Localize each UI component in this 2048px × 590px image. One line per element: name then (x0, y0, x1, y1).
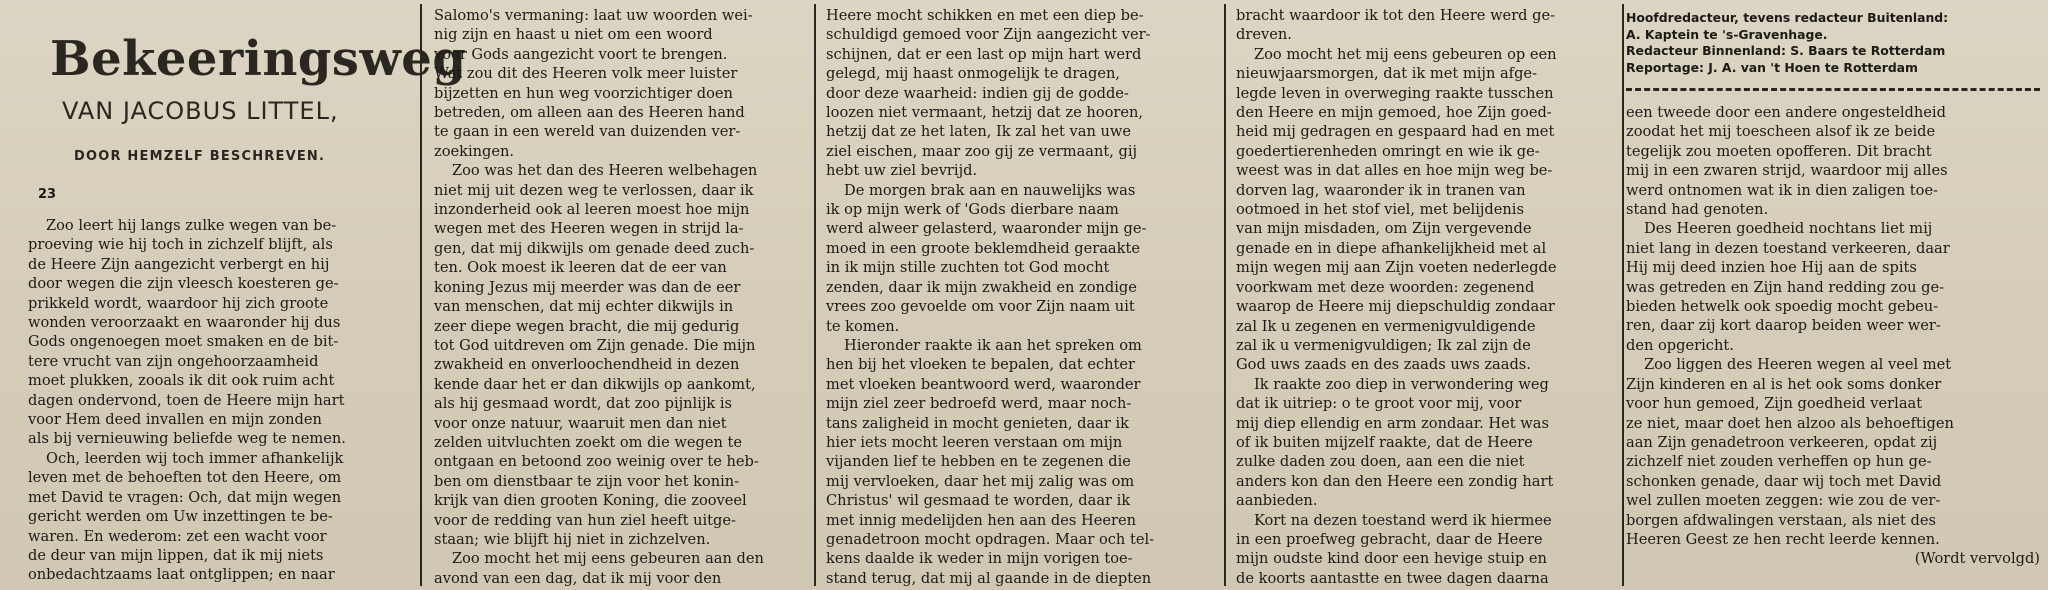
column-divider (1622, 4, 1624, 586)
text-line: schuldigd gemoed voor Zijn aangezicht ver- (826, 26, 1151, 44)
text-line: Zoo leert hij langs zulke wegen van be- (46, 217, 337, 234)
text-line: kende daar het er dan dikwijls op aankomt, (434, 375, 756, 393)
text-line: ootmoed in het stof viel, met belijdenis (1236, 201, 1524, 219)
text-line: Kort na dezen toestand werd ik hiermee (1254, 511, 1552, 529)
text-line: zoodat het mij toescheen alsof ik ze beide (1626, 123, 1936, 141)
text-line: leven met de behoeften tot den Heere, om (28, 469, 342, 487)
text-line: mijn oudste kind door een hevige stuip en (1236, 550, 1547, 568)
text-line: door deze waarheid: indien gij de godde- (826, 84, 1129, 102)
text-line: zelden uitvluchten zoekt om die wegen te (434, 433, 743, 451)
text-line: inzonderheid ook al leeren moest hoe mijn (434, 201, 750, 219)
text-line: ik op mijn werk of 'Gods dierbare naam (826, 201, 1119, 219)
text-line: krijk van dien grooten Koning, die zooveel (434, 492, 747, 510)
text-line: hier iets mocht leeren verstaan om mijn (826, 433, 1123, 451)
text-line: Ik raakte zoo diep in verwondering weg (1254, 375, 1549, 393)
column-text (434, 6, 806, 588)
text-line: in een proefweg gebracht, daar de Heere (1236, 530, 1543, 548)
text-line: niet mij uit dezen weg te verlossen, daar ik (434, 181, 754, 199)
text-line: gericht werden om Uw inzettingen te be- (28, 508, 333, 526)
text-line: anders kon dan den Heere een zondig hart (1236, 472, 1554, 490)
text-line: God uws zaads en des zaads uws zaads. (1236, 356, 1531, 374)
text-line: dat ik uitriep: o te groot voor mij, voor (1236, 395, 1522, 413)
text-line: als bij vernieuwing beliefde weg te nemen. (28, 430, 346, 448)
text-line: hebt uw ziel bevrijd. (826, 162, 978, 180)
text-line: wel zullen moeten zeggen: wie zou de ver- (1626, 492, 1941, 510)
text-line: proeving wie hij toch in zichzelf blijft, als (28, 236, 333, 254)
text-line: was getreden en Zijn hand redding zou ge- (1626, 278, 1945, 296)
text-line: genadetroon mocht opdragen. Maar och tel- (826, 530, 1155, 548)
text-line: te komen. (826, 317, 900, 335)
text-line: genade en in diepe afhankelijkheid met al (1236, 239, 1547, 257)
masthead-line: Reportage: J. A. van 't Hoen te Rotterdam (1626, 59, 1918, 75)
text-line: niet lang in dezen toestand verkeeren, daar (1626, 239, 1950, 257)
text-line: waarop de Heere mij diepschuldig zondaar (1236, 298, 1555, 316)
text-line: Zoo mocht het mij eens gebeuren aan den (452, 550, 764, 568)
text-line: als hij gesmaad wordt, dat zoo pijnlijk is (434, 395, 733, 413)
text-line: de koorts aantastte en twee dagen daarna (1236, 569, 1549, 587)
text-line: of ik buiten mijzelf raakte, dat de Heere (1236, 433, 1533, 451)
text-line: prikkeld wordt, waardoor hij zich groote (28, 294, 329, 312)
article-subtitle: VAN JACOBUS LITTEL, (62, 97, 339, 125)
text-line: schonken genade, daar wij toch met David (1626, 472, 1942, 490)
text-line: voor Gods aangezicht voort te brengen. (434, 45, 728, 63)
article-byline: DOOR HEMZELF BESCHREVEN. (74, 149, 326, 164)
text-line: zulke daden zou doen, aan een die niet (1236, 453, 1525, 471)
text-line: Zoo mocht het mij eens gebeuren op een (1254, 45, 1557, 63)
column-text (1236, 6, 1618, 588)
text-line: Heeren Geest ze hen recht leerde kennen. (1626, 530, 1940, 548)
text-line: Zoo liggen des Heeren wegen al veel met (1644, 356, 1952, 374)
text-line: met David te vragen: Och, dat mijn wegen (28, 488, 342, 506)
text-line: ten. Ook moest ik leeren dat de eer van (434, 259, 727, 277)
text-line: stand had genoten. (1626, 201, 1769, 219)
column-text (28, 216, 414, 585)
text-line: werd ontnomen wat ik in dien zaligen toe- (1626, 181, 1939, 199)
text-line: moet plukken, zooals ik dit ook ruim acht (28, 372, 335, 390)
text-line: van menschen, dat mij echter dikwijls in (434, 298, 734, 316)
text-line: tot God uitdreven om Zijn genade. Die mijn (434, 336, 756, 354)
text-line: zichzelf niet zouden verheffen op hun ge- (1626, 453, 1932, 471)
text-line: hetzij dat ze het laten, Ik zal het van uwe (826, 123, 1132, 141)
text-line: mijn wegen mij aan Zijn voeten nederlegde (1236, 259, 1557, 277)
text-line: nig zijn en haast u niet om een woord (434, 26, 713, 44)
article-column-4 (1236, 6, 1618, 586)
text-line: vrees zoo gevoelde om voor Zijn naam uit (826, 298, 1135, 316)
text-line: werd alweer gelasterd, waaronder mijn ge- (826, 220, 1147, 238)
editorial-masthead (1626, 10, 2040, 76)
text-line: Hij mij deed inzien hoe Hij aan de spits (1626, 259, 1917, 277)
text-line: mij in een zwaren strijd, waardoor mij alles (1626, 162, 1948, 180)
text-line: mij diep ellendig en arm zondaar. Het was (1236, 414, 1549, 432)
text-line: in ik mijn stille zuchten tot God mocht (826, 259, 1110, 277)
text-line: zwakheid en onverloochendheid in dezen (434, 356, 740, 374)
masthead-line: Hoofdredacteur, tevens redacteur Buitenland: (1626, 10, 1949, 25)
text-line: met vloeken beantwoord werd, waaronder (826, 375, 1141, 393)
column-text (826, 6, 1216, 588)
text-line: heid mij gedragen en gespaard had en met (1236, 123, 1555, 141)
text-line: ben om dienstbaar te zijn voor het konin- (434, 472, 740, 490)
text-line: aanbieden. (1236, 492, 1318, 510)
text-line: wonden veroorzaakt en waaronder hij dus (28, 314, 341, 332)
dashed-separator (1626, 88, 2040, 91)
text-line: ziel eischen, maar zoo gij ze vermaant, gij (826, 142, 1138, 160)
text-line: de deur van mijn lippen, dat ik mij niets (28, 546, 324, 564)
article-column-1 (28, 6, 467, 586)
text-line: voor de redding van hun ziel heeft uitge- (434, 511, 736, 529)
text-line: ren, daar zij kort daarop beiden weer wer- (1626, 317, 1941, 335)
text-line: weest was in dat alles en hoe mijn weg be- (1236, 162, 1553, 180)
text-line: zeer diepe wegen bracht, die mij gedurig (434, 317, 740, 335)
text-line: wegen met des Heeren wegen in strijd la- (434, 220, 744, 238)
text-line: avond van een dag, dat ik mij voor den (434, 569, 722, 587)
column-divider (420, 4, 422, 586)
text-line: dreven. (1236, 26, 1292, 44)
text-line: bijzetten en hun weg voorzichtiger doen (434, 84, 733, 102)
text-line: koning Jezus mij meerder was dan de eer (434, 278, 741, 296)
article-column-5 (1626, 6, 2040, 586)
text-line: Christus' wil gesmaad te worden, daar ik (826, 492, 1131, 510)
text-line: De morgen brak aan en nauwelijks was (844, 181, 1136, 199)
text-line: gelegd, mij haast onmogelijk te dragen, (826, 65, 1121, 83)
text-line: onbedachtzaams laat ontglippen; en naar (28, 566, 335, 584)
installment-number: 23 (38, 187, 57, 202)
text-line: stand terug, dat mij al gaande in de diepten (826, 569, 1152, 587)
text-line: Zijn kinderen en al is het ook soms donker (1626, 375, 1942, 393)
text-line: bracht waardoor ik tot den Heere werd ge- (1236, 7, 1556, 24)
text-line: voor Hem deed invallen en mijn zonden (28, 411, 322, 429)
masthead-line: A. Kaptein te 's-Gravenhage. (1626, 26, 1828, 42)
text-line: ontgaan en betoond zoo weinig over te heb- (434, 453, 759, 471)
article-column-3 (826, 6, 1216, 586)
article-title: Bekeeringsweg (50, 31, 467, 87)
text-line: voorkwam met deze woorden: zegenend (1236, 278, 1535, 296)
text-line: betreden, om alleen aan des Heeren hand (434, 104, 745, 122)
text-line: staan; wie blijft hij niet in zichzelven. (434, 530, 711, 548)
text-line: Zoo was het dan des Heeren welbehagen (452, 162, 758, 180)
text-line: loozen niet vermaant, hetzij dat ze hooren, (826, 104, 1144, 122)
column-divider (814, 4, 816, 586)
text-line: zenden, daar ik mijn zwakheid en zondige (826, 278, 1137, 296)
text-line: dorven lag, waaronder ik in tranen van (1236, 181, 1526, 199)
text-line: Heere mocht schikken en met een diep be- (826, 7, 1144, 24)
text-line: waren. En wederom: zet een wacht voor (28, 527, 327, 545)
text-line: dagen ondervond, toen de Heere mijn hart (28, 391, 345, 409)
text-line: van mijn misdaden, om Zijn vergevende (1236, 220, 1532, 238)
column-text (1626, 103, 2040, 569)
text-line: schijnen, dat er een last op mijn hart werd (826, 45, 1142, 63)
text-line: hen bij het vloeken te bepalen, dat echter (826, 356, 1136, 374)
text-line: den opgericht. (1626, 336, 1734, 354)
text-line: tegelijk zou moeten opofferen. Dit bracht (1626, 142, 1932, 160)
text-line: zal Ik u zegenen en vermenigvuldigende (1236, 317, 1536, 335)
text-line: gen, dat mij dikwijls om genade deed zuch- (434, 239, 755, 257)
text-line: voor onze natuur, waaruit men dan niet (434, 414, 727, 432)
column-divider (1224, 4, 1226, 586)
text-line: Wat zou dit des Heeren volk meer luister (434, 65, 738, 83)
text-line: Des Heeren goedheid nochtans liet mij (1644, 220, 1933, 238)
text-line: zoekingen. (434, 142, 515, 160)
text-line: de Heere Zijn aangezicht verbergt en hij (28, 255, 330, 273)
text-line: aan Zijn genadetroon verkeeren, opdat zij (1626, 433, 1938, 451)
text-line: zal ik u vermenigvuldigen; Ik zal zijn de (1236, 336, 1531, 354)
text-line: borgen afdwalingen verstaan, als niet des (1626, 511, 1936, 529)
text-line: mij vervloeken, daar het mij zalig was om (826, 472, 1135, 490)
text-line: Och, leerden wij toch immer afhankelijk (46, 449, 344, 467)
text-line: met innig medelijden hen aan des Heeren (826, 511, 1137, 529)
text-line: bieden hetwelk ook spoedig mocht gebeu- (1626, 298, 1939, 316)
text-line: mijn ziel zeer bedroefd werd, maar noch- (826, 395, 1132, 413)
text-line: Hieronder raakte ik aan het spreken om (844, 336, 1142, 354)
text-line: kens daalde ik weder in mijn vorigen toe- (826, 550, 1133, 568)
text-line: een tweede door een andere ongesteldheid (1626, 104, 1946, 121)
text-line: te gaan in een wereld van duizenden ver- (434, 123, 741, 141)
text-line: tere vrucht van zijn ongehoorzaamheid (28, 352, 319, 370)
text-line: Gods ongenoegen moet smaken en de bit- (28, 333, 339, 351)
masthead-line: Redacteur Binnenland: S. Baars te Rotterdam (1626, 43, 1946, 58)
text-line: door wegen die zijn vleesch koesteren ge- (28, 275, 339, 293)
text-line: vijanden lief te hebben en te zegenen die (826, 453, 1131, 471)
text-line: nieuwjaarsmorgen, dat ik met mijn afge- (1236, 65, 1537, 83)
text-line: moed in een groote beklemdheid geraakte (826, 239, 1140, 257)
text-line: ze niet, maar doet hen alzoo als behoeftigen (1626, 414, 1954, 432)
text-line: Salomo's vermaning: laat uw woorden wei- (434, 7, 753, 24)
text-line: den Heere en mijn gemoed, hoe Zijn goed- (1236, 104, 1552, 122)
text-line: voor hun gemoed, Zijn goedheid verlaat (1626, 395, 1923, 413)
text-line: (Wordt vervolgd) (1914, 550, 2040, 568)
text-line: tans zaligheid in mocht genieten, daar ik (826, 414, 1129, 432)
text-line: goedertierenheden omringt en wie ik ge- (1236, 142, 1540, 160)
text-line: legde leven in overweging raakte tusschen (1236, 84, 1554, 102)
article-column-2 (434, 6, 806, 586)
